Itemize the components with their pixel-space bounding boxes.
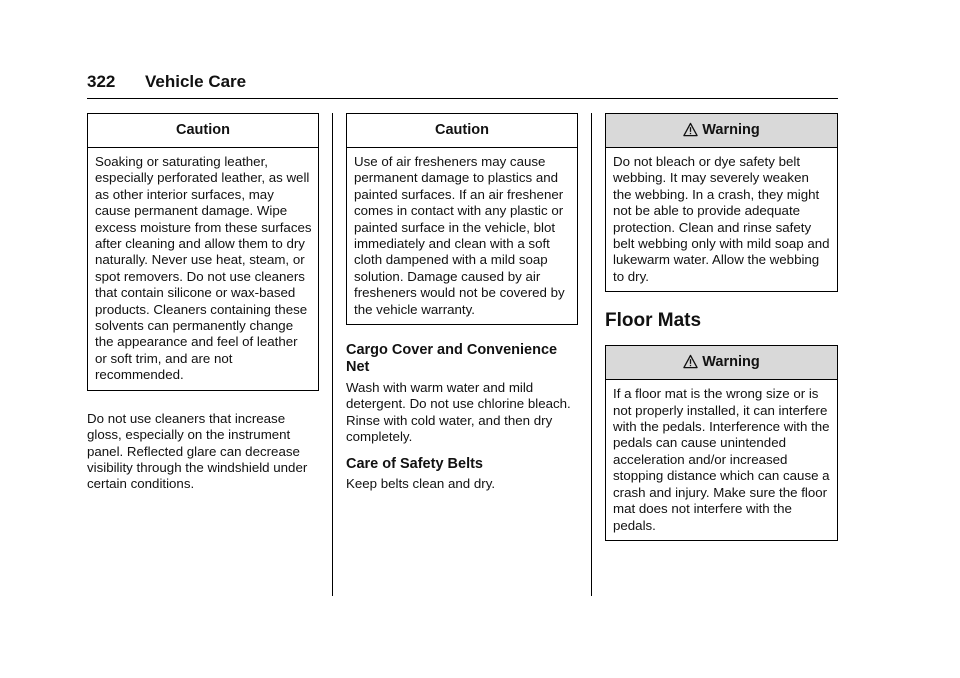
caution-title: Caution	[88, 114, 318, 148]
safety-belts-heading: Care of Safety Belts	[346, 455, 483, 472]
column-divider-1	[332, 113, 333, 596]
safety-belts-text: Keep belts clean and dry.	[346, 475, 496, 491]
caution-box-air-fresheners	[346, 113, 578, 325]
column-2	[346, 113, 578, 492]
caution-body: Soaking or saturating leather, especially perforated leather, as well as other interior surfaces, may cause permanent damage. Wipe excess moisture from these surfaces after cleaning and allow them to dry naturally. Never use heat, steam, or spot removers. Do not use cleaners that contain silicone or wax-based products. Cleaners containing these solvents can permanently change the appearance and feel of leather or soft trim, and are not recommended.	[95, 154, 312, 383]
caution-body: Use of air fresheners may cause permanent damage to plastics and painted surfaces. If an air freshener comes in contact with any plastic or painted surface in the vehicle, blot immediately and clean with a soft cloth dampened with a mild soap solution. Damage caused by air fresheners would not be covered by the vehicle warranty.	[354, 154, 565, 317]
column-divider-2	[591, 113, 592, 596]
warning-body: If a floor mat is the wrong size or is not properly installed, it can interfere with the pedals. Interference with the pedals can cause unintended acceleration and/or increased stopping distance which can cause a crash and injury. Make sure the floor mat does not interfere with the pedals.	[613, 386, 830, 533]
header-rule	[87, 98, 838, 99]
caution-box-leather	[87, 113, 319, 391]
column-1	[87, 113, 319, 493]
cargo-text: Wash with warm water and mild detergent. Do not use chlorine bleach. Rinse with cold water, and then dry completely.	[346, 380, 571, 445]
warning-body: Do not bleach or dye safety belt webbing. It may severely weaken the webbing. In a crash, they might not be able to provide adequate protection. Clean and rinse safety belt webbing only with mild soap and lukewarm water. Allow the webbing to dry.	[613, 154, 830, 284]
warning-title: Warning	[702, 354, 760, 371]
caution-title: Caution	[347, 114, 577, 148]
section-title: Vehicle Care	[145, 72, 247, 91]
warning-header	[606, 114, 837, 148]
warning-triangle-icon	[683, 117, 698, 150]
warning-box-floor-mats	[605, 345, 838, 541]
warning-header	[606, 346, 837, 380]
page-header	[87, 71, 838, 93]
warning-title: Warning	[702, 122, 760, 138]
column-3	[605, 113, 838, 541]
warning-triangle-icon	[683, 349, 698, 382]
floor-mats-heading: Floor Mats	[605, 310, 702, 332]
gloss-paragraph: Do not use cleaners that increase gloss, especially on the instrument panel. Reflected glare can decrease visibility through the windshield under certain conditions.	[87, 410, 308, 492]
page-number: 322	[87, 72, 116, 91]
cargo-heading: Cargo Cover and Convenience Net	[346, 342, 558, 376]
warning-box-belts	[605, 113, 838, 292]
